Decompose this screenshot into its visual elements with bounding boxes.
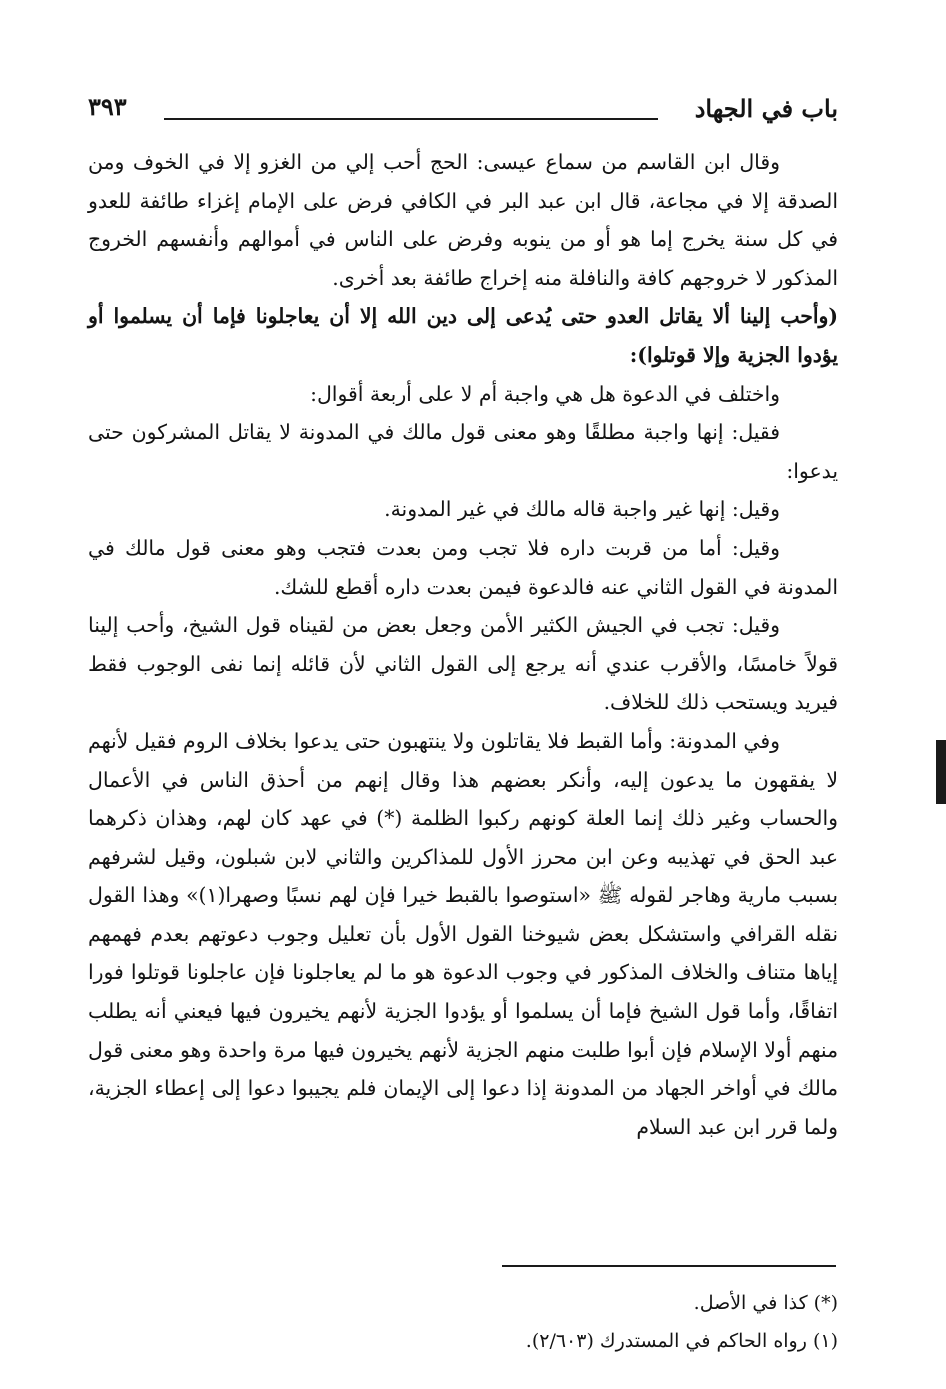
page-header [88,92,838,138]
paragraph: فقيل: إنها واجبة مطلقًا وهو معنى قول مالك في المدونة لا يقاتل المشركون حتى يدعوا: [88,420,838,483]
page-edge-mark [936,740,946,804]
paragraph: وفي المدونة: وأما القبط فلا يقاتلون ولا ينتهبون حتى يدعوا بخلاف الروم فقيل لأنهم لا يفقهون ما يدعون إليه، وأنكر بعضهم هذا وقال إنهم من أحذق الناس في الأعمال والحساب وغير ذلك إنما العلة كونهم ركبوا الظلمة (*) في عهد كان لهم، وهذان ذكرهما عبد الحق في تهذيبه وعن ابن محرز الأول للمذاكرين والثاني لابن شبلون، وقيل لشرفهم بسبب مارية وهاجر لقوله ﷺ «استوصوا بالقبط خيرا فإن لهم نسبًا وصهرا(١)» وهذا القول نقله القرافي واستشكل بعض شيوخنا القول الأول بأن تعليل وجوب دعوتهم بعدم فهمهم إياها متناف والخلاف المذكور في وجوب الدعوة هو ما لم يعاجلونا فإن عاجلونا قوتلوا فورا اتفاقًا، وأما قول الشيخ فإما أن يسلموا أو يؤدوا الجزية لأنهم يخيرون فيها فيعني أنه يطلب منهم أولا الإسلام فإن أبوا طلبت منهم الجزية لأنهم يخيرون فيها مرة واحدة وهو معنى قول مالك في أواخر الجهاد من المدونة إذا دعوا إلى الإيمان فلم يجيبوا دعوا إلى إعطاء الجزية، ولما قرر ابن عبد السلام [88,728,838,1139]
paragraph: وقيل: تجب في الجيش الكثير الأمن وجعل بعض من لقيناه قول الشيخ، وأحب إلينا قولاً خامسًا، والأقرب عندي أنه يرجع إلى القول الثاني لأن قائله إنما نفى الوجوب فقط فيريد ويستحب ذلك للخلاف. [88,613,838,715]
paragraph: وقيل: إنها غير واجبة قاله مالك في غير المدونة. [384,497,780,522]
quoted-matn: (وأحب إلينا ألا يقاتل العدو حتى يُدعى إلى دين الله إلا أن يعاجلونا فإما أن يسلموا أو يؤدوا الجزية وإلا قوتلوا): [88,304,838,367]
header-rule [164,118,658,120]
page-number: ٣٩٣ [88,92,127,121]
paragraph: واختلف في الدعوة هل هي واجبة أم لا على أربعة أقوال: [310,381,780,406]
footnotes [88,1284,838,1360]
paragraph: وقال ابن القاسم من سماع عيسى: الحج أحب إلي من الغزو إلا في الخوف ومن الصدقة إلا في مجاعة، قال ابن عبد البر في الكافي فرض على الإمام إغزاء طائفة للعدو في كل سنة يخرج إما هو أو من ينوبه وفرض على الناس في أموالهم وأنفسهم الخروج المذكور لا خروجهم كافة والنافلة منه إخراج طائفة بعد أخرى. [88,150,838,290]
main-text [88,143,838,1146]
footnote: (١) رواه الحاكم في المستدرك (٢/٦٠٣). [525,1330,838,1352]
footnote-separator [502,1265,836,1267]
paragraph: وقيل: أما من قربت داره فلا تجب ومن بعدت فتجب وهو معنى قول مالك في المدونة في القول الثاني عنه فالدعوة فيمن بعدت داره أقطع للشك. [88,535,838,599]
footnote: (*) كذا في الأصل. [693,1292,838,1314]
chapter-title: باب في الجهاد [694,94,838,123]
